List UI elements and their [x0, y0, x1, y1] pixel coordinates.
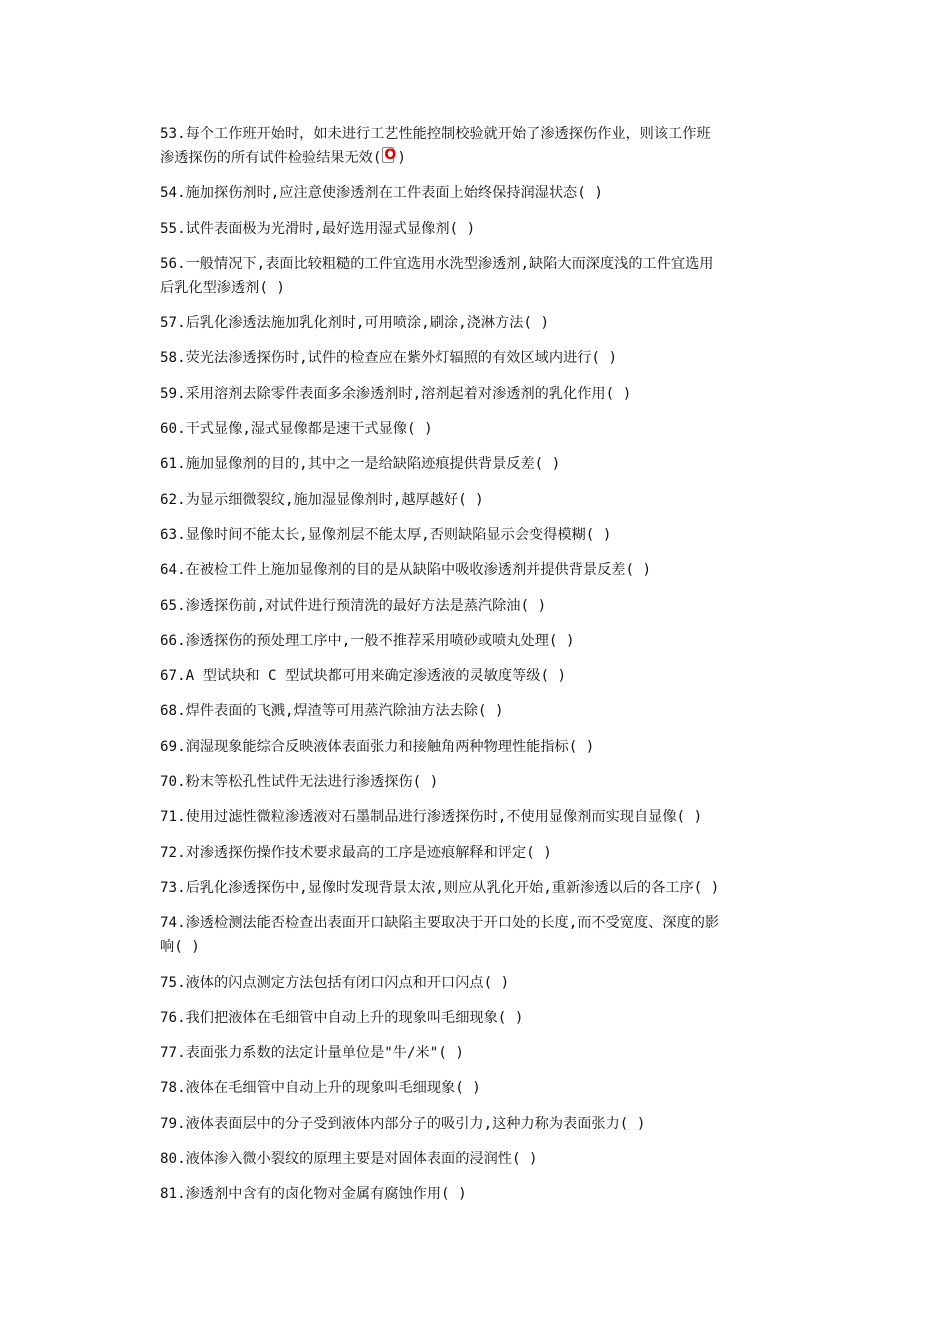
question-text-line	[160, 523, 785, 547]
question-text: 68.焊件表面的飞溅,焊渣等可用蒸汽除油方法去除( )	[160, 703, 504, 720]
question-text-line	[160, 311, 785, 335]
question-text: 76.我们把液体在毛细管中自动上升的现象叫毛细现象( )	[160, 1009, 524, 1026]
question-text: 78.液体在毛细管中自动上升的现象叫毛细现象( )	[160, 1080, 481, 1097]
question-text: 66.渗透探伤的预处理工序中,一般不推荐采用喷砂或喷丸处理( )	[160, 632, 575, 649]
question-text-line	[160, 911, 785, 935]
question-item	[160, 1041, 785, 1065]
question-text-line	[160, 558, 785, 582]
question-text-line	[160, 971, 785, 995]
question-tail: )	[397, 150, 406, 166]
question-text: 75.液体的闪点测定方法包括有闭口闪点和开口闪点( )	[160, 974, 510, 991]
question-text: 渗透探伤的所有试件检验结果无效(	[160, 150, 382, 166]
question-item	[160, 181, 785, 205]
question-item	[160, 417, 785, 441]
question-text-line	[160, 699, 785, 723]
question-item	[160, 629, 785, 653]
question-text-line	[160, 181, 785, 205]
question-item	[160, 122, 785, 170]
question-text-line	[160, 252, 785, 276]
question-text: 55.试件表面极为光滑时,最好选用湿式显像剂( )	[160, 220, 476, 237]
question-item	[160, 699, 785, 723]
question-text-line	[160, 1041, 785, 1065]
question-text-line	[160, 346, 785, 370]
question-item	[160, 523, 785, 547]
question-item	[160, 488, 785, 512]
question-text: 61.施加显像剂的目的,其中之一是给缺陷迹痕提供背景反差( )	[160, 456, 561, 473]
question-text-line	[160, 1006, 785, 1030]
question-text: 77.表面张力系数的法定计量单位是"牛/米"( )	[160, 1045, 464, 1062]
question-text-line	[160, 841, 785, 865]
question-item	[160, 971, 785, 995]
question-item	[160, 841, 785, 865]
question-text-line	[160, 1182, 785, 1206]
question-text: 53.每个工作班开始时，如未进行工艺性能控制校验就开始了渗透探伤作业，则该工作班	[160, 126, 711, 142]
question-text: 62.为显示细微裂纹,施加湿显像剂时,越厚越好( )	[160, 491, 484, 508]
question-text: 54.施加探伤剂时,应注意使渗透剂在工件表面上始终保持润湿状态( )	[160, 185, 603, 202]
question-text: 80.液体渗入微小裂纹的原理主要是对固体表面的浸润性( )	[160, 1151, 538, 1168]
question-text-line	[160, 452, 785, 476]
question-text: 63.显像时间不能太长,显像剂层不能太厚,否则缺陷显示会变得模糊( )	[160, 526, 612, 543]
question-text-line	[160, 805, 785, 829]
question-text-line	[160, 1147, 785, 1171]
question-text: 59.采用溶剂去除零件表面多余渗透剂时,溶剂起着对渗透剂的乳化作用( )	[160, 385, 632, 402]
question-item	[160, 346, 785, 370]
answer-mark: O	[384, 147, 397, 163]
question-text-line	[160, 770, 785, 794]
question-text-line	[160, 488, 785, 512]
question-item	[160, 1182, 785, 1206]
question-text-line	[160, 629, 785, 653]
question-item	[160, 911, 785, 959]
question-item	[160, 558, 785, 582]
question-item	[160, 452, 785, 476]
question-item	[160, 252, 785, 300]
question-item	[160, 1112, 785, 1136]
question-text-line	[160, 1112, 785, 1136]
question-text-line	[160, 594, 785, 618]
question-text: 79.液体表面层中的分子受到液体内部分子的吸引力,这种力称为表面张力( )	[160, 1115, 646, 1132]
question-text: 74.渗透检测法能否检查出表面开口缺陷主要取决于开口处的长度,而不受宽度、深度的影	[160, 915, 720, 932]
question-item	[160, 1076, 785, 1100]
question-item	[160, 770, 785, 794]
question-text: 后乳化型渗透剂( )	[160, 279, 285, 296]
question-text-line	[160, 146, 785, 170]
question-item	[160, 594, 785, 618]
question-text-line	[160, 735, 785, 759]
question-item	[160, 1006, 785, 1030]
question-text-line	[160, 1076, 785, 1100]
question-text-line	[160, 876, 785, 900]
question-item	[160, 735, 785, 759]
question-text: 72.对渗透探伤操作技术要求最高的工序是迹痕解释和评定( )	[160, 844, 552, 861]
question-text: 67.A 型试块和 C 型试块都可用来确定渗透液的灵敏度等级( )	[160, 668, 567, 685]
question-item	[160, 217, 785, 241]
question-text: 58.荧光法渗透探伤时,试件的检查应在紫外灯辐照的有效区域内进行( )	[160, 350, 618, 367]
question-text-line	[160, 935, 785, 959]
question-text: 73.后乳化渗透探伤中,显像时发现背景太浓,则应从乳化开始,重新渗透以后的各工序( )	[160, 879, 720, 896]
question-text: 81.渗透剂中含有的卤化物对金属有腐蚀作用( )	[160, 1186, 467, 1203]
question-text: 65.渗透探伤前,对试件进行预清洗的最好方法是蒸汽除油( )	[160, 597, 547, 614]
question-list	[160, 122, 785, 1218]
question-item	[160, 805, 785, 829]
question-text: 69.润湿现象能综合反映液体表面张力和接触角两种物理性能指标( )	[160, 738, 595, 755]
question-text: 70.粉末等松孔性试件无法进行渗透探伤( )	[160, 774, 439, 791]
question-text: 71.使用过滤性微粒渗透液对石墨制品进行渗透探伤时,不使用显像剂而实现自显像( )	[160, 809, 703, 826]
question-item	[160, 664, 785, 688]
question-text: 56.一般情况下,表面比较粗糙的工件宜选用水洗型渗透剂,缺陷大而深度浅的工件宜选用	[160, 255, 714, 272]
question-text: 57.后乳化渗透法施加乳化剂时,可用喷涂,刷涂,浇淋方法( )	[160, 315, 550, 332]
question-text: 响( )	[160, 939, 200, 956]
question-item	[160, 876, 785, 900]
answer-mark-icon	[382, 147, 396, 165]
question-item	[160, 311, 785, 335]
question-text: 60.干式显像,湿式显像都是速干式显像( )	[160, 421, 433, 438]
question-text-line	[160, 382, 785, 406]
question-text: 64.在被检工件上施加显像剂的目的是从缺陷中吸收渗透剂并提供背景反差( )	[160, 562, 652, 579]
question-text-line	[160, 276, 785, 300]
question-text-line	[160, 217, 785, 241]
question-text-line	[160, 122, 785, 146]
question-item	[160, 1147, 785, 1171]
question-text-line	[160, 664, 785, 688]
question-text-line	[160, 417, 785, 441]
question-item	[160, 382, 785, 406]
